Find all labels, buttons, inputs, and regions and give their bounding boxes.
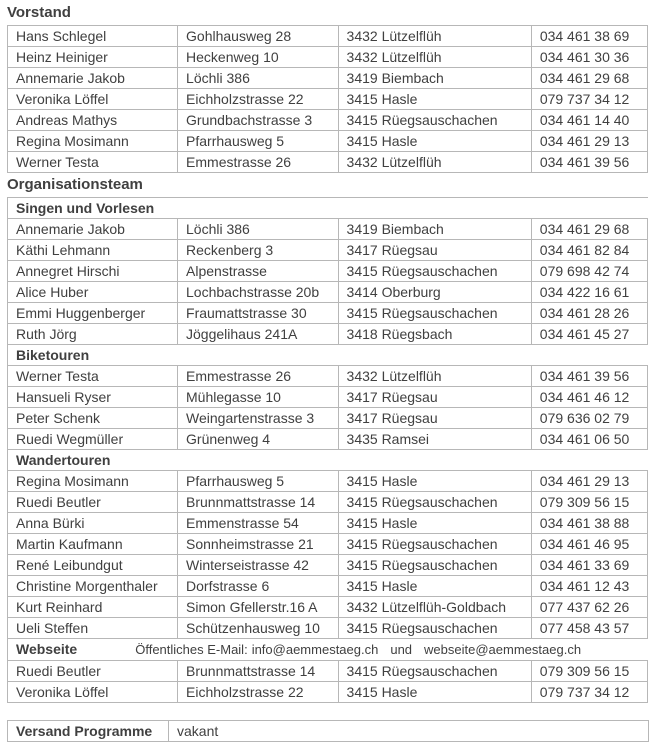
group-header xyxy=(8,345,648,366)
city-cell: 3415 Rüegsauschachen xyxy=(338,534,531,555)
name-cell: René Leibundgut xyxy=(8,555,178,576)
street-cell: Löchli 386 xyxy=(178,68,339,89)
phone-cell: 034 461 06 50 xyxy=(531,429,647,450)
name-cell: Annemarie Jakob xyxy=(8,219,178,240)
table-row xyxy=(8,387,648,408)
name-cell: Regina Mosimann xyxy=(8,131,178,152)
table-row xyxy=(8,282,648,303)
table-row xyxy=(8,682,648,703)
name-cell: Ruedi Beutler xyxy=(8,492,178,513)
table-row xyxy=(8,576,648,597)
table-row xyxy=(8,89,648,110)
name-cell: Werner Testa xyxy=(8,152,178,173)
name-cell: Heinz Heiniger xyxy=(8,47,178,68)
phone-cell: 034 461 38 69 xyxy=(531,26,647,47)
name-cell: Veronika Löffel xyxy=(8,89,178,110)
street-cell: Mühlegasse 10 xyxy=(178,387,339,408)
table-row xyxy=(8,471,648,492)
street-cell: Sonnheimstrasse 21 xyxy=(178,534,339,555)
city-cell: 3415 Rüegsauschachen xyxy=(338,261,531,282)
street-cell: Simon Gfellerstr.16 A xyxy=(178,597,339,618)
group-title: Biketouren xyxy=(16,347,90,363)
versand-label: Versand Programme xyxy=(8,721,169,742)
street-cell: Eichholzstrasse 22 xyxy=(178,682,339,703)
public-email: info@aemmestaeg.ch xyxy=(251,642,379,657)
name-cell: Veronika Löffel xyxy=(8,682,178,703)
phone-cell: 034 461 38 88 xyxy=(531,513,647,534)
phone-cell: 034 461 29 13 xyxy=(531,131,647,152)
email-note-label: Öffentliches E-Mail: xyxy=(135,642,248,657)
table-row xyxy=(8,303,648,324)
phone-cell: 034 461 29 13 xyxy=(531,471,647,492)
phone-cell: 079 309 56 15 xyxy=(531,492,647,513)
city-cell: 3415 Rüegsauschachen xyxy=(338,618,531,639)
group-header-row xyxy=(8,450,648,471)
city-cell: 3432 Lützelflüh xyxy=(338,47,531,68)
group-title: Wandertouren xyxy=(16,452,111,468)
table-row xyxy=(8,152,648,173)
city-cell: 3415 Rüegsauschachen xyxy=(338,110,531,131)
street-cell: Alpenstrasse xyxy=(178,261,339,282)
phone-cell: 079 309 56 15 xyxy=(531,661,647,682)
table-row xyxy=(8,68,648,89)
street-cell: Löchli 386 xyxy=(178,219,339,240)
phone-cell: 079 737 34 12 xyxy=(531,682,647,703)
name-cell: Andreas Mathys xyxy=(8,110,178,131)
phone-cell: 034 461 33 69 xyxy=(531,555,647,576)
table-row xyxy=(8,324,648,345)
table-row xyxy=(8,429,648,450)
city-cell: 3415 Rüegsauschachen xyxy=(338,492,531,513)
street-cell: Pfarrhausweg 5 xyxy=(178,471,339,492)
city-cell: 3435 Ramsei xyxy=(338,429,531,450)
city-cell: 3419 Biembach xyxy=(338,68,531,89)
table-row xyxy=(8,534,648,555)
street-cell: Gohlhausweg 28 xyxy=(178,26,339,47)
street-cell: Grünenweg 4 xyxy=(178,429,339,450)
city-cell: 3415 Hasle xyxy=(338,682,531,703)
street-cell: Grundbachstrasse 3 xyxy=(178,110,339,131)
city-cell: 3432 Lützelflüh-Goldbach xyxy=(338,597,531,618)
webseite-email-note xyxy=(135,642,581,657)
street-cell: Pfarrhausweg 5 xyxy=(178,131,339,152)
table-row xyxy=(8,555,648,576)
street-cell: Emmestrasse 26 xyxy=(178,152,339,173)
group-header xyxy=(8,639,648,661)
phone-cell: 034 461 29 68 xyxy=(531,68,647,89)
organisationsteam-table xyxy=(7,197,648,703)
city-cell: 3415 Rüegsauschachen xyxy=(338,661,531,682)
versand-value: vakant xyxy=(169,721,649,742)
phone-cell: 034 461 12 43 xyxy=(531,576,647,597)
table-row xyxy=(8,597,648,618)
name-cell: Regina Mosimann xyxy=(8,471,178,492)
table-row xyxy=(8,131,648,152)
city-cell: 3415 Rüegsauschachen xyxy=(338,303,531,324)
name-cell: Martin Kaufmann xyxy=(8,534,178,555)
city-cell: 3432 Lützelflüh xyxy=(338,366,531,387)
name-cell: Hansueli Ryser xyxy=(8,387,178,408)
phone-cell: 034 461 82 84 xyxy=(531,240,647,261)
city-cell: 3415 Hasle xyxy=(338,576,531,597)
name-cell: Ruedi Wegmüller xyxy=(8,429,178,450)
city-cell: 3419 Biembach xyxy=(338,219,531,240)
name-cell: Annemarie Jakob xyxy=(8,68,178,89)
phone-cell: 034 461 39 56 xyxy=(531,152,647,173)
versand-table xyxy=(7,720,649,742)
city-cell: 3417 Rüegsau xyxy=(338,387,531,408)
city-cell: 3432 Lützelflüh xyxy=(338,26,531,47)
city-cell: 3415 Hasle xyxy=(338,89,531,110)
street-cell: Lochbachstrasse 20b xyxy=(178,282,339,303)
street-cell: Eichholzstrasse 22 xyxy=(178,89,339,110)
city-cell: 3415 Hasle xyxy=(338,471,531,492)
table-row xyxy=(8,240,648,261)
name-cell: Ueli Steffen xyxy=(8,618,178,639)
name-cell: Werner Testa xyxy=(8,366,178,387)
name-cell: Anna Bürki xyxy=(8,513,178,534)
phone-cell: 034 422 16 61 xyxy=(531,282,647,303)
name-cell: Ruth Jörg xyxy=(8,324,178,345)
street-cell: Fraumattstrasse 30 xyxy=(178,303,339,324)
phone-cell: 034 461 45 27 xyxy=(531,324,647,345)
table-row xyxy=(8,492,648,513)
street-cell: Heckenweg 10 xyxy=(178,47,339,68)
name-cell: Emmi Huggenberger xyxy=(8,303,178,324)
city-cell: 3415 Hasle xyxy=(338,131,531,152)
street-cell: Brunnmattstrasse 14 xyxy=(178,492,339,513)
phone-cell: 034 461 28 26 xyxy=(531,303,647,324)
table-row xyxy=(8,219,648,240)
section-title-organisationsteam: Organisationsteam xyxy=(7,176,143,193)
name-cell: Kurt Reinhard xyxy=(8,597,178,618)
street-cell: Winterseistrasse 42 xyxy=(178,555,339,576)
table-row xyxy=(8,408,648,429)
name-cell: Christine Morgenthaler xyxy=(8,576,178,597)
table-row xyxy=(8,366,648,387)
phone-cell: 034 461 30 36 xyxy=(531,47,647,68)
phone-cell: 079 737 34 12 xyxy=(531,89,647,110)
phone-cell: 034 461 29 68 xyxy=(531,219,647,240)
city-cell: 3417 Rüegsau xyxy=(338,240,531,261)
city-cell: 3432 Lützelflüh xyxy=(338,152,531,173)
name-cell: Peter Schenk xyxy=(8,408,178,429)
group-header xyxy=(8,198,648,219)
phone-cell: 034 461 14 40 xyxy=(531,110,647,131)
vorstand-table xyxy=(7,25,648,173)
phone-cell: 079 698 42 74 xyxy=(531,261,647,282)
table-row xyxy=(8,47,648,68)
und-text: und xyxy=(390,642,413,657)
phone-cell: 034 461 39 56 xyxy=(531,366,647,387)
street-cell: Emmestrasse 26 xyxy=(178,366,339,387)
table-row xyxy=(8,261,648,282)
street-cell: Jöggelihaus 241A xyxy=(178,324,339,345)
street-cell: Reckenberg 3 xyxy=(178,240,339,261)
city-cell: 3415 Hasle xyxy=(338,513,531,534)
group-header-row xyxy=(8,639,648,661)
section-title-vorstand: Vorstand xyxy=(7,4,71,21)
name-cell: Ruedi Beutler xyxy=(8,661,178,682)
street-cell: Schützenhausweg 10 xyxy=(178,618,339,639)
versand-row xyxy=(8,721,649,742)
group-title: Singen und Vorlesen xyxy=(16,200,155,216)
group-header-row xyxy=(8,198,648,219)
phone-cell: 034 461 46 95 xyxy=(531,534,647,555)
group-header-row xyxy=(8,345,648,366)
name-cell: Käthi Lehmann xyxy=(8,240,178,261)
phone-cell: 077 437 62 26 xyxy=(531,597,647,618)
table-row xyxy=(8,661,648,682)
city-cell: 3415 Rüegsauschachen xyxy=(338,555,531,576)
name-cell: Annegret Hirschi xyxy=(8,261,178,282)
webseite-email: webseite@aemmestaeg.ch xyxy=(424,642,582,657)
phone-cell: 034 461 46 12 xyxy=(531,387,647,408)
table-row xyxy=(8,26,648,47)
street-cell: Weingartenstrasse 3 xyxy=(178,408,339,429)
city-cell: 3418 Rüegsbach xyxy=(338,324,531,345)
city-cell: 3417 Rüegsau xyxy=(338,408,531,429)
table-row xyxy=(8,618,648,639)
group-title: Webseite xyxy=(16,641,78,657)
group-header xyxy=(8,450,648,471)
phone-cell: 079 636 02 79 xyxy=(531,408,647,429)
phone-cell: 077 458 43 57 xyxy=(531,618,647,639)
street-cell: Dorfstrasse 6 xyxy=(178,576,339,597)
table-row xyxy=(8,110,648,131)
name-cell: Alice Huber xyxy=(8,282,178,303)
name-cell: Hans Schlegel xyxy=(8,26,178,47)
street-cell: Brunnmattstrasse 14 xyxy=(178,661,339,682)
street-cell: Emmenstrasse 54 xyxy=(178,513,339,534)
city-cell: 3414 Oberburg xyxy=(338,282,531,303)
table-row xyxy=(8,513,648,534)
